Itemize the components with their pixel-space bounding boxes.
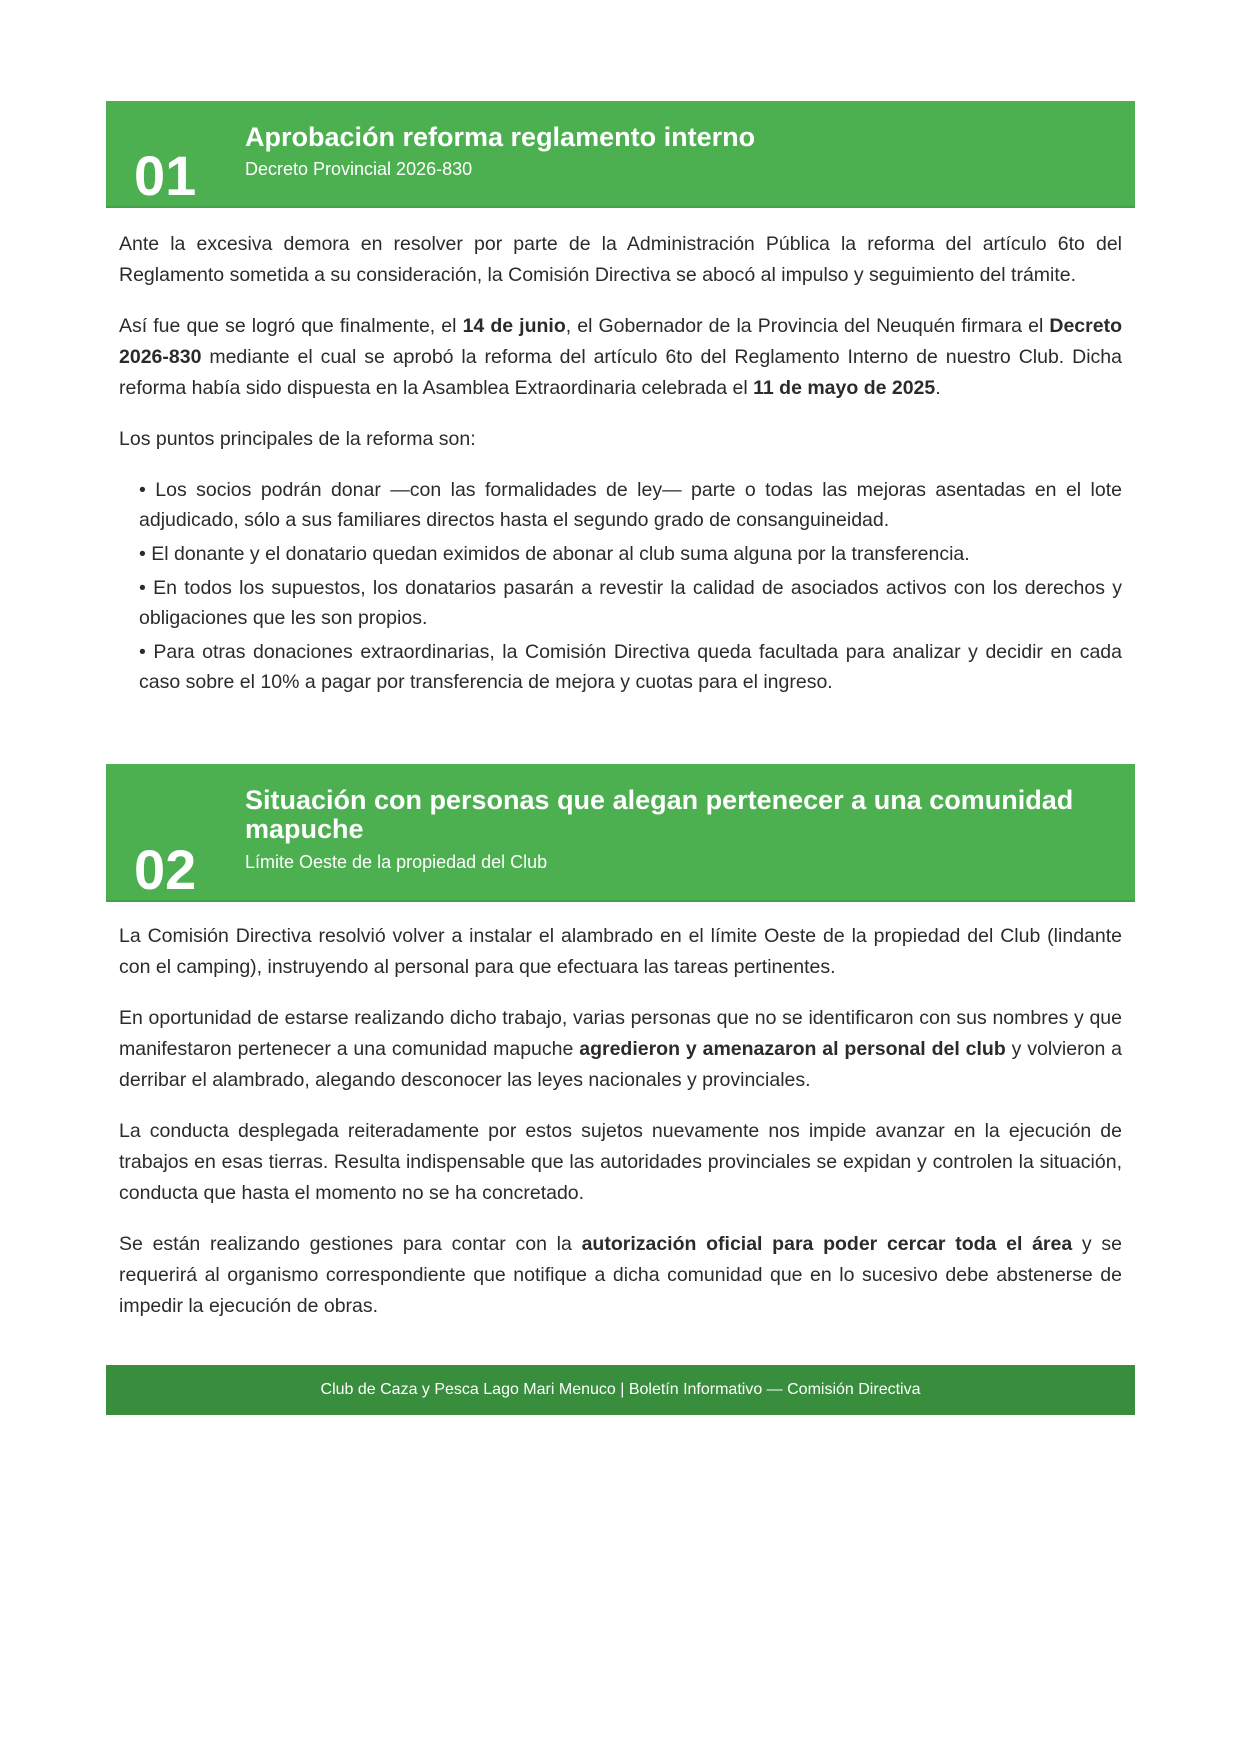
section-1-subtitle: Decreto Provincial 2026-830 [245, 159, 473, 179]
list-item: • El donante y el donatario quedan eximidos de abonar al club suma alguna por la transferencia. [139, 543, 970, 565]
section-1-number: 01 [134, 144, 197, 207]
section-1-paragraph-1: Ante la excesiva demora en resolver por parte de la Administración Pública la reforma del artículo 6to del Reglamento sometida a su consideración, la Comisión Directiva se abocó al impulso y seguimiento del trámite. [119, 233, 1122, 286]
section-1-banner [106, 101, 1135, 208]
section-2-title: Situación con personas que alegan pertenecer a una comunidad mapuche [245, 785, 1074, 844]
section-2-paragraph-1: La Comisión Directiva resolvió volver a instalar el alambrado en el límite Oeste de la propiedad del Club (lindante con el camping), instruyendo al personal para que efectuara las tareas pertinentes. [119, 925, 1122, 978]
page-footer [106, 1365, 1135, 1415]
section-2-paragraph-2: En oportunidad de estarse realizando dicho trabajo, varias personas que no se identificaron con sus nombres y que manifestaron pertenecer a una comunidad mapuche agredieron y amenazaron al personal del club y volvieron a derribar el alambrado, alegando desconocer las leyes nacionales y provinciales. [119, 1007, 1123, 1091]
reform-points-list [119, 475, 1122, 697]
list-item: • Para otras donaciones extraordinarias, la Comisión Directiva queda facultada para analizar y decidir en cada caso sobre el 10% a pagar por transferencia de mejora y cuotas para el ingreso. [139, 641, 1122, 693]
footer-text: Club de Caza y Pesca Lago Mari Menuco | Boletín Informativo — Comisión Directiva [320, 1381, 921, 1398]
bold-assembly-date: 11 de mayo de 2025 [753, 377, 936, 399]
section-2-body [119, 921, 1122, 1342]
section-1-paragraph-2: Así fue que se logró que finalmente, el 14 de junio, el Gobernador de la Provincia del Neuquén firmara el Decreto 2026-830 mediante el cual se aprobó la reforma del artículo 6to del Reglamento Interno de nuestro Club. Dicha reforma había sido dispuesta en la Asamblea Extraordinaria celebrada el 11 de mayo de 2025. [119, 315, 1122, 399]
section-2-paragraph-4: Se están realizando gestiones para contar con la autorización oficial para poder cercar toda el área y se requerirá al organismo correspondiente que notifique a dicha comunidad que en lo sucesivo debe abstenerse de impedir la ejecución de obras. [119, 1233, 1122, 1317]
bold-date: 14 de junio [462, 315, 566, 337]
section-2-banner [106, 764, 1135, 902]
list-item: • En todos los supuestos, los donatarios pasarán a revestir la calidad de asociados activos con los derechos y obligaciones que les son propios. [139, 577, 1122, 629]
section-1-paragraph-3: Los puntos principales de la reforma son: [119, 428, 476, 450]
section-2-paragraph-3: La conducta desplegada reiteradamente por estos sujetos nuevamente nos impide avanzar en la ejecución de trabajos en esas tierras. Resulta indispensable que las autoridades provinciales se expidan y controlen la situación, conducta que hasta el momento no se ha concretado. [119, 1120, 1122, 1204]
section-2-number: 02 [134, 838, 197, 901]
bold-decree: Decreto 2026-830 [119, 315, 1122, 368]
list-item: • Los socios podrán donar —con las formalidades de ley— parte o todas las mejoras asentadas en el lote adjudicado, sólo a sus familiares directos hasta el segundo grado de consanguineidad. [139, 479, 1122, 531]
bold-aggression: agredieron y amenazaron al personal del club [579, 1038, 1006, 1060]
section-1-title: Aprobación reforma reglamento interno [245, 122, 756, 152]
section-2-subtitle: Límite Oeste de la propiedad del Club [245, 852, 548, 872]
section-1-body [119, 229, 1122, 701]
bold-authorization: autorización oficial para poder cercar toda el área [581, 1233, 1073, 1255]
